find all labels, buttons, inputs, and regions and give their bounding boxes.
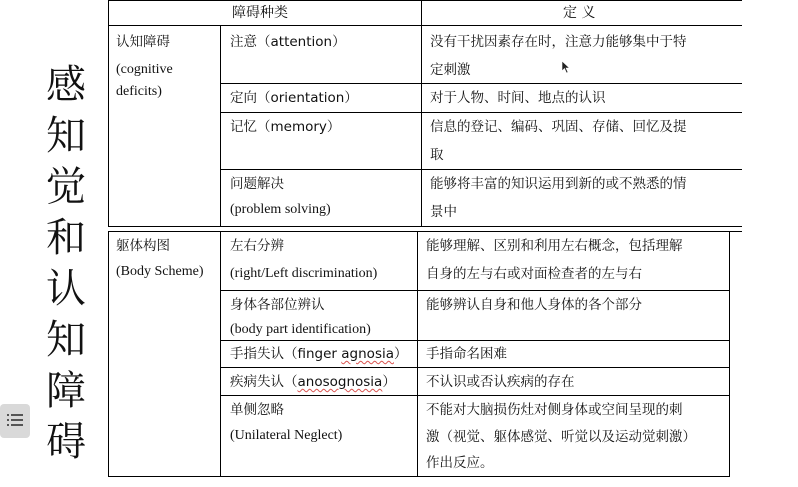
def-orientation: 对于人物、时间、地点的认识 <box>430 90 606 106</box>
spellcheck-word: anosognosia <box>297 374 383 390</box>
type-unilateral-neglect: 单侧忽略 <box>230 402 284 418</box>
type-unilateral-neglect-en: (Unilateral Neglect) <box>230 428 343 443</box>
type-problem-solving-en: (problem solving) <box>230 202 331 217</box>
def-unilateral-neglect: 不能对大脑损伤灶对侧身体或空间呈现的刺 <box>426 402 683 418</box>
def-anosognosia: 不认识或否认疾病的存在 <box>426 374 575 390</box>
type-left-right-en: (right/Left discrimination) <box>230 266 378 281</box>
header-definition: 定 义 <box>563 5 596 21</box>
def-unilateral-neglect: 激（视觉、躯体感觉、听觉以及运动觉刺激） <box>426 429 696 445</box>
type-finger-agnosia: 手指失认（finger agnosia） <box>230 346 408 362</box>
category-cognitive-en: deficits) <box>116 84 162 99</box>
type-left-right: 左右分辨 <box>230 238 284 254</box>
def-left-right: 能够理解、区别和利用左右概念，包括理解 <box>426 238 683 254</box>
type-memory: 记忆（memory） <box>230 119 341 135</box>
slide-title: 感知觉和认知障碍 <box>46 62 86 465</box>
spellcheck-word: agnosia <box>341 346 394 362</box>
type-body-part-en: (body part identification) <box>230 322 371 337</box>
def-attention: 定刺激 <box>430 62 471 78</box>
category-cognitive-en: (cognitive <box>116 62 173 77</box>
type-problem-solving: 问题解决 <box>230 176 284 192</box>
type-anosognosia: 疾病失认（anosognosia） <box>230 374 396 390</box>
def-attention: 没有干扰因素存在时，注意力能够集中于特 <box>430 34 687 50</box>
disorder-table <box>108 0 742 487</box>
def-body-part: 能够辨认自身和他人身体的各个部分 <box>426 297 642 313</box>
def-problem-solving: 景中 <box>430 204 457 220</box>
type-orientation: 定向（orientation） <box>230 90 358 106</box>
list-menu-button[interactable] <box>0 404 30 438</box>
category-body-scheme-en: (Body Scheme) <box>116 264 204 279</box>
def-memory: 信息的登记、编码、巩固、存储、回忆及提 <box>430 119 687 135</box>
header-type: 障碍种类 <box>232 5 288 21</box>
def-memory: 取 <box>430 147 444 163</box>
type-attention: 注意（attention） <box>230 34 346 50</box>
category-body-scheme-zh: 躯体构图 <box>116 238 170 254</box>
list-icon <box>7 412 23 431</box>
def-finger-agnosia: 手指命名困难 <box>426 346 507 362</box>
category-cognitive-zh: 认知障碍 <box>116 34 170 50</box>
def-left-right: 自身的左与右或对面检查者的左与右 <box>426 266 642 282</box>
def-unilateral-neglect: 作出反应。 <box>426 455 494 471</box>
type-body-part: 身体各部位辨认 <box>230 297 325 313</box>
def-problem-solving: 能够将丰富的知识运用到新的或不熟悉的情 <box>430 176 687 192</box>
